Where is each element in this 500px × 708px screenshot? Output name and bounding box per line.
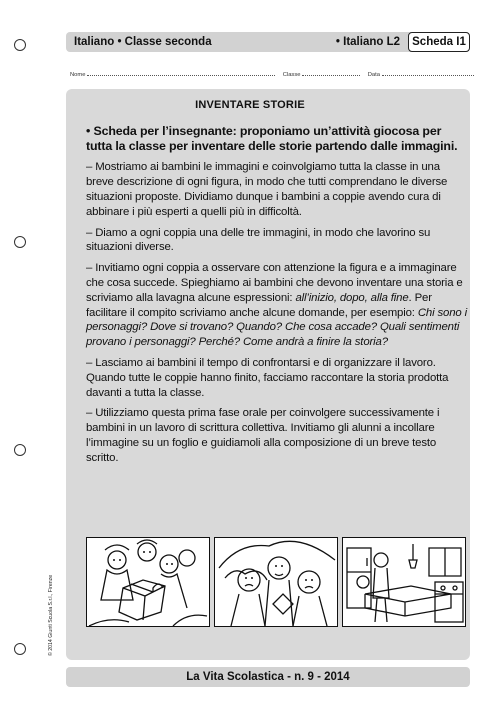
student-info-row [70,69,474,78]
page-title: INVENTARE STORIE [195,99,305,111]
page-header [66,32,470,52]
paragraph-text: – Invitiamo ogni coppia a osservare con attenzione la figura e a immaginare che cosa succede. Spieghiamo ai bambini che devono inventare una storia e scriviamo alla lavagna alcune espressioni: [86,262,463,304]
questions-italic: Chi sono i personaggi? Dove si trovano? Quando? Che cosa accade? Quali sentimenti provano i personaggi? Perché? Come andrà a finire la storia? [86,306,467,349]
illustration-children-with-gift [86,537,210,627]
binder-hole [14,236,26,248]
illustrations-row [86,537,466,627]
date-label: Data [367,72,380,78]
paragraph: – Mostriamo ai bambini le immagini e coinvolgiamo tutta la classe in una breve descrizione di ogni figura, in modo che tutti comprendano le diverse situazioni proposte. Dividiamo dunque i bambini a coppie avendo cura di abbinare i più esperti a quelli più in difficoltà. [86,161,448,218]
illustration-kitchen-scene [342,537,466,627]
copyright-notice: © 2014 Giunti Scuola S.r.l., Firenze [48,574,54,656]
date-field[interactable] [382,69,474,76]
name-label: Nome [70,72,86,78]
paragraph: – Utilizziamo questa prima fase orale per coinvolgere successivamente i bambini in un lavoro di scrittura collettiva. Invitiamo gli alunni a incollare l’immagine su un foglio e guidiamoli alla composizione di un breve testo scritto. [86,407,440,464]
header-subject: Italiano • Classe seconda [74,36,212,48]
page-footer: La Vita Scolastica - n. 9 - 2014 [66,667,470,687]
instructions-text [86,124,468,472]
binder-hole [14,39,26,51]
binder-hole [14,643,26,655]
paragraph [86,261,468,350]
class-label: Classe [282,72,301,78]
name-field[interactable] [87,69,275,76]
class-field[interactable] [302,69,360,76]
illustration-children-arguing [214,537,338,627]
expressions-italic: all’inizio, dopo, alla fine [295,291,409,304]
sheet-badge: Scheda I1 [408,32,470,52]
paragraph-text: . Per facilitare il compito scriviamo anche alcune domande, per esempio: [86,291,432,319]
teacher-intro: • Scheda per l’insegnante: proponiamo un’attività giocosa per tutta la classe per inventare delle storie partendo dalle immagini. [86,124,458,154]
binder-hole [14,444,26,456]
paragraph: – Lasciamo ai bambini il tempo di confrontarsi e di organizzare il lavoro. Quando tutte le coppie hanno finito, facciamo raccontare la storia prodotta davanti a tutta la classe. [86,356,449,399]
paragraph: – Diamo a ogni coppia una delle tre immagini, in modo che lavorino su situazioni diverse. [86,226,431,254]
header-level: • Italiano L2 [335,36,400,48]
